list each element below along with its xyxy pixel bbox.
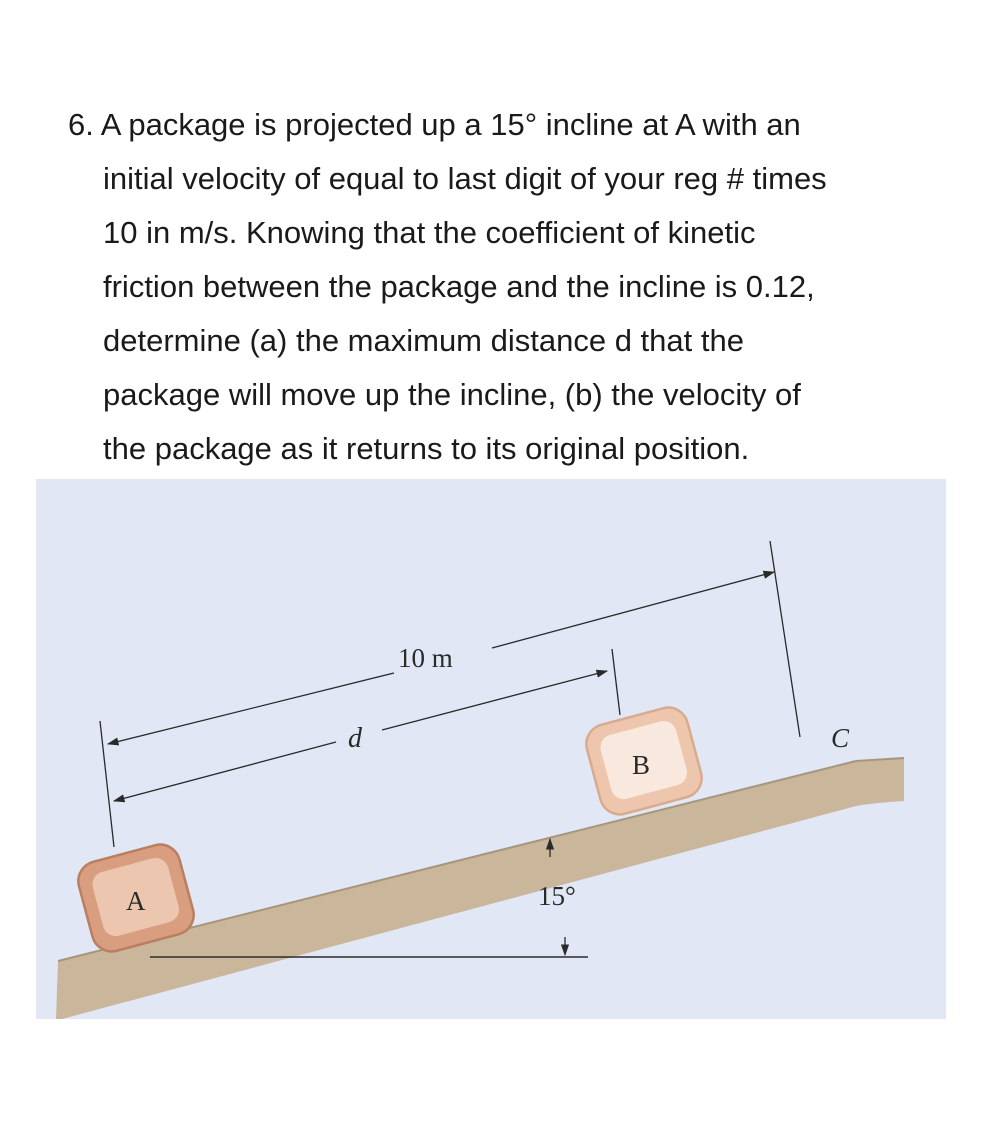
problem-line-2: initial velocity of equal to last digit of your reg # times: [103, 161, 827, 196]
distance-label: 10 m: [398, 643, 453, 673]
problem-line-6: package will move up the incline, (b) the velocity of: [103, 377, 801, 412]
point-b-label: B: [632, 750, 651, 780]
problem-line-4: friction between the package and the incline is 0.12,: [103, 269, 815, 304]
problem-line-1: 6. A package is projected up a 15° incline at A with an: [68, 107, 801, 142]
d-label: d: [348, 723, 362, 754]
point-a-label: A: [126, 886, 146, 916]
point-c-label: C: [831, 723, 850, 753]
incline-diagram: [36, 479, 946, 1019]
incline-figure: [36, 479, 946, 1019]
problem-line-7: the package as it returns to its original position.: [103, 431, 750, 466]
angle-label: 15°: [538, 881, 576, 911]
problem-line-3: 10 in m/s. Knowing that the coefficient of kinetic: [103, 215, 756, 250]
problem-line-5: determine (a) the maximum distance d that the: [103, 323, 744, 358]
